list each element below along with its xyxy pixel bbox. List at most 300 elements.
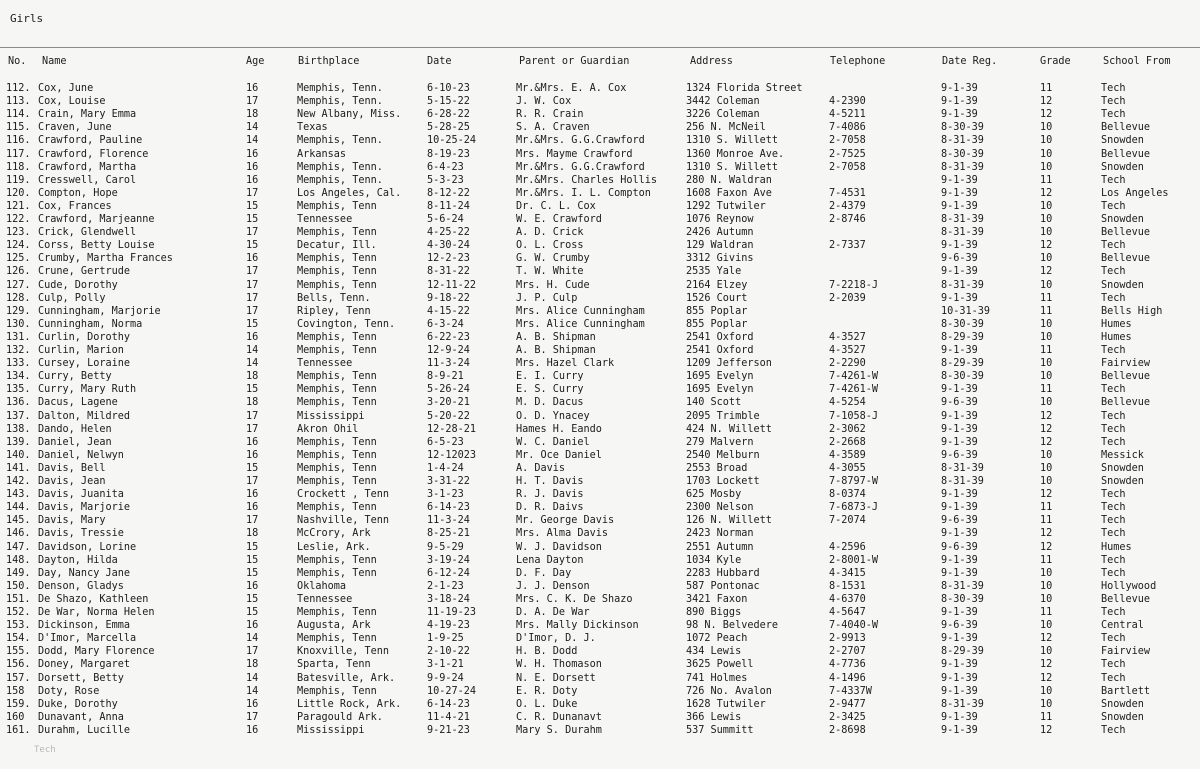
table-row [0, 698, 1200, 711]
cell-school: Central [1101, 620, 1144, 632]
cell-telephone: 2-8698 [829, 724, 866, 736]
cell-name: Cox, Frances [38, 200, 112, 212]
cell-grade: 10 [1040, 685, 1053, 697]
cell-telephone: 2-2039 [829, 292, 866, 304]
cell-grade: 11 [1040, 711, 1053, 723]
cell-name: Durahm, Lucille [38, 724, 131, 736]
cell-school: Tech [1101, 724, 1126, 736]
cell-no: 145. [6, 515, 31, 527]
cell-school: Snowden [1101, 711, 1144, 723]
cell-age: 15 [246, 541, 259, 553]
cell-birthplace: Crockett , Tenn [297, 489, 390, 501]
cell-school: Snowden [1101, 462, 1144, 474]
cell-address: 1310 S. Willett [686, 161, 779, 173]
cell-date-reg: 9-1-39 [941, 528, 978, 540]
cell-age: 15 [246, 200, 259, 212]
cell-school: Tech [1101, 384, 1126, 396]
cell-date-reg: 8-31-39 [941, 698, 984, 710]
cell-telephone: 7-2218-J [829, 279, 879, 291]
cell-name: Crawford, Pauline [38, 135, 143, 147]
cell-address: 366 Lewis [686, 711, 742, 723]
cell-date: 9-18-22 [427, 292, 470, 304]
cell-name: De War, Norma Helen [38, 607, 155, 618]
cell-date-reg: 9-1-39 [941, 410, 978, 422]
cell-date: 6-28-22 [427, 109, 470, 121]
cell-date-reg: 9-1-39 [941, 554, 978, 566]
cell-date-reg: 9-1-39 [941, 96, 978, 108]
cell-birthplace: Memphis, Tenn [297, 567, 377, 579]
cell-no: 130. [6, 318, 31, 330]
cell-birthplace: Covington, Tenn. [297, 318, 396, 330]
table-row [0, 292, 1200, 305]
cell-age: 15 [246, 607, 259, 618]
cell-address: 2095 Trimble [686, 410, 760, 422]
cell-telephone: 2-4379 [829, 200, 866, 212]
cell-date-reg: 9-1-39 [941, 384, 978, 396]
cell-age: 17 [246, 646, 259, 658]
cell-address: 2541 Oxford [686, 331, 754, 343]
cell-no: 115. [6, 122, 31, 134]
cell-no: 135. [6, 384, 31, 396]
cell-age: 18 [246, 659, 259, 671]
table-row [0, 606, 1200, 619]
cell-date-reg: 10-31-39 [941, 305, 991, 317]
cell-school: Bellevue [1101, 148, 1151, 160]
cell-address: 1076 Reynow [686, 214, 754, 225]
cell-date-reg: 9-1-39 [941, 292, 978, 304]
cell-age: 14 [246, 672, 259, 684]
cell-grade: 11 [1040, 345, 1053, 356]
cell-telephone: 7-4086 [829, 122, 866, 134]
cell-date: 4-30-24 [427, 240, 470, 252]
cell-parent: A. Davis [516, 462, 566, 474]
cell-telephone: 2-9477 [829, 698, 866, 710]
cell-name: Curlin, Dorothy [38, 331, 131, 343]
cell-school: Snowden [1101, 279, 1144, 291]
cell-date: 6-4-23 [427, 161, 464, 173]
cell-date: 9-9-24 [427, 672, 464, 684]
cell-name: Crune, Gertrude [38, 266, 131, 278]
cell-date: 3-1-21 [427, 659, 464, 671]
cell-parent: C. R. Dunanavt [516, 711, 602, 723]
cell-parent: A. B. Shipman [516, 345, 596, 356]
cell-birthplace: Texas [297, 122, 328, 134]
cell-telephone: 4-3055 [829, 462, 866, 474]
cell-date: 5-6-24 [427, 214, 464, 225]
cell-grade: 12 [1040, 266, 1053, 278]
cell-telephone: 7-2074 [829, 515, 866, 527]
cell-date-reg: 8-31-39 [941, 279, 984, 291]
cell-date: 6-10-23 [427, 83, 470, 94]
cell-name: Cunningham, Marjorie [38, 305, 161, 317]
cell-address: 855 Poplar [686, 305, 748, 317]
cell-no: 148. [6, 554, 31, 566]
cell-no: 123. [6, 227, 31, 239]
cell-telephone: 8-1531 [829, 580, 866, 592]
cell-telephone: 2-2290 [829, 358, 866, 370]
cell-no: 156. [6, 659, 31, 671]
page-title: Girls [10, 12, 44, 25]
table-row [0, 423, 1200, 436]
cell-school: Snowden [1101, 214, 1144, 225]
cell-grade: 12 [1040, 489, 1053, 501]
cell-parent: R. J. Davis [516, 489, 584, 501]
cell-no: 119. [6, 174, 31, 186]
cell-name: Daniel, Nelwyn [38, 449, 124, 461]
table-row [0, 383, 1200, 396]
table-row [0, 200, 1200, 213]
cell-no: 138. [6, 423, 31, 435]
cell-date-reg: 9-1-39 [941, 266, 978, 278]
cell-age: 17 [246, 305, 259, 317]
cell-no: 139. [6, 436, 31, 448]
cell-age: 16 [246, 502, 259, 514]
table-row [0, 593, 1200, 606]
cell-school: Snowden [1101, 135, 1144, 147]
cell-date: 4-19-23 [427, 620, 470, 632]
cell-name: Curry, Mary Ruth [38, 384, 137, 396]
cell-address: 279 Malvern [686, 436, 754, 448]
cell-telephone: 7-1058-J [829, 410, 879, 422]
cell-name: Crick, Glendwell [38, 227, 137, 239]
cell-school: Snowden [1101, 161, 1144, 173]
table-row [0, 672, 1200, 685]
cell-birthplace: Augusta, Ark [297, 620, 371, 632]
cell-name: Cox, June [38, 83, 94, 94]
table-row [0, 436, 1200, 449]
cell-parent: Lena Dayton [516, 554, 584, 566]
cell-grade: 10 [1040, 331, 1053, 343]
cell-grade: 10 [1040, 318, 1053, 330]
cell-address: 3226 Coleman [686, 109, 760, 121]
cell-age: 15 [246, 567, 259, 579]
table-row [0, 305, 1200, 318]
cell-address: 1324 Florida Street [686, 83, 803, 94]
cell-address: 2426 Autumn [686, 227, 754, 239]
cell-birthplace: Tennessee [297, 593, 353, 605]
cell-grade: 10 [1040, 593, 1053, 605]
cell-grade: 12 [1040, 96, 1053, 108]
cell-parent: A. B. Shipman [516, 331, 596, 343]
cell-birthplace: Arkansas [297, 148, 347, 160]
cell-grade: 12 [1040, 423, 1053, 435]
cell-date-reg: 9-1-39 [941, 423, 978, 435]
cell-grade: 10 [1040, 161, 1053, 173]
cell-parent: Mrs. Hazel Clark [516, 358, 615, 370]
cell-name: Dacus, Lagene [38, 397, 118, 409]
cell-grade: 10 [1040, 253, 1053, 265]
cell-address: 1292 Tutwiler [686, 200, 766, 212]
cell-address: 126 N. Willett [686, 515, 772, 527]
header-rule [0, 47, 1200, 48]
cell-no: 159. [6, 698, 31, 710]
cell-age: 16 [246, 580, 259, 592]
cell-address: 2283 Hubbard [686, 567, 760, 579]
cell-name: Daniel, Jean [38, 436, 112, 448]
cell-parent: Mr.&Mrs. E. A. Cox [516, 83, 627, 94]
cell-birthplace: Memphis, Tenn [297, 279, 377, 291]
cell-age: 14 [246, 345, 259, 356]
cell-parent: J. J. Denson [516, 580, 590, 592]
table-row [0, 554, 1200, 567]
cell-grade: 10 [1040, 698, 1053, 710]
cell-date-reg: 9-6-39 [941, 515, 978, 527]
table-row [0, 148, 1200, 161]
cell-birthplace: Ripley, Tenn [297, 305, 371, 317]
cell-date-reg: 8-30-39 [941, 318, 984, 330]
cell-age: 17 [246, 515, 259, 527]
cell-date: 10-25-24 [427, 135, 477, 147]
cell-telephone: 7-4531 [829, 187, 866, 199]
cell-grade: 12 [1040, 724, 1053, 736]
cell-age: 17 [246, 227, 259, 239]
cell-date-reg: 9-6-39 [941, 620, 978, 632]
cell-birthplace: Nashville, Tenn [297, 515, 390, 527]
cell-date: 8-11-24 [427, 200, 470, 212]
cell-date-reg: 9-1-39 [941, 83, 978, 94]
cell-parent: R. R. Crain [516, 109, 584, 121]
cell-birthplace: Memphis, Tenn [297, 253, 377, 265]
cell-name: Crawford, Martha [38, 161, 137, 173]
cell-no: 134. [6, 371, 31, 383]
cell-parent: W. H. Thomason [516, 659, 602, 671]
cell-telephone: 4-5211 [829, 109, 866, 121]
cell-age: 17 [246, 410, 259, 422]
cell-date: 3-1-23 [427, 489, 464, 501]
cell-no: 140. [6, 449, 31, 461]
cell-age: 15 [246, 318, 259, 330]
cell-parent: O. L. Cross [516, 240, 584, 252]
cell-no: 136. [6, 397, 31, 409]
cell-school: Los Angeles [1101, 187, 1169, 199]
cell-parent: O. D. Ynacey [516, 410, 590, 422]
cell-no: 125. [6, 253, 31, 265]
cell-date: 12-11-22 [427, 279, 477, 291]
cell-name: Dorsett, Betty [38, 672, 124, 684]
cell-school: Tech [1101, 109, 1126, 121]
cell-address: 1703 Lockett [686, 476, 760, 487]
cell-school: Tech [1101, 96, 1126, 108]
cell-no: 152. [6, 607, 31, 618]
table-row [0, 632, 1200, 645]
table-row [0, 724, 1200, 737]
cell-grade: 10 [1040, 148, 1053, 160]
cell-school: Bells High [1101, 305, 1163, 317]
cell-birthplace: Mississippi [297, 410, 365, 422]
table-row [0, 318, 1200, 331]
cell-date-reg: 9-1-39 [941, 502, 978, 514]
cell-grade: 12 [1040, 240, 1053, 252]
cell-name: Cude, Dorothy [38, 279, 118, 291]
cell-grade: 12 [1040, 541, 1053, 553]
cell-birthplace: Sparta, Tenn [297, 659, 371, 671]
cell-grade: 11 [1040, 83, 1053, 94]
cell-date-reg: 9-1-39 [941, 187, 978, 199]
cell-parent: W. E. Crawford [516, 214, 602, 225]
cell-address: 3442 Coleman [686, 96, 760, 108]
cell-grade: 11 [1040, 305, 1053, 317]
cell-telephone: 4-5647 [829, 607, 866, 618]
cell-school: Tech [1101, 502, 1126, 514]
cell-parent: N. E. Dorsett [516, 672, 596, 684]
cell-telephone: 7-4261-W [829, 384, 879, 396]
cell-age: 17 [246, 279, 259, 291]
cell-no: 121. [6, 200, 31, 212]
cell-parent: Mr.&Mrs. G.G.Crawford [516, 161, 645, 173]
cell-parent: J. W. Cox [516, 96, 572, 108]
cell-no: 128. [6, 292, 31, 304]
cell-name: Dunavant, Anna [38, 711, 124, 723]
cell-date: 10-27-24 [427, 685, 477, 697]
cell-birthplace: Knoxville, Tenn [297, 646, 390, 658]
cell-telephone: 2-7058 [829, 135, 866, 147]
cell-date-reg: 8-29-39 [941, 358, 984, 370]
cell-school: Tech [1101, 266, 1126, 278]
cell-name: Cox, Louise [38, 96, 106, 108]
cell-date: 2-10-22 [427, 646, 470, 658]
cell-birthplace: Memphis, Tenn. [297, 161, 383, 173]
cell-date-reg: 9-1-39 [941, 607, 978, 618]
cell-name: Dickinson, Emma [38, 620, 131, 632]
cell-date: 8-31-22 [427, 266, 470, 278]
cell-school: Bellevue [1101, 593, 1151, 605]
cell-parent: H. B. Dodd [516, 646, 578, 658]
cell-address: 890 Biggs [686, 607, 742, 618]
table-row [0, 645, 1200, 658]
cell-school: Tech [1101, 567, 1126, 579]
cell-date: 9-21-23 [427, 724, 470, 736]
cell-birthplace: Memphis, Tenn. [297, 135, 383, 147]
cell-school: Fairview [1101, 646, 1151, 658]
header-birthplace: Birthplace [298, 56, 360, 67]
cell-no: 133. [6, 358, 31, 370]
cell-telephone: 4-3527 [829, 331, 866, 343]
table-row [0, 213, 1200, 226]
table-row [0, 108, 1200, 121]
cell-telephone: 2-2707 [829, 646, 866, 658]
cell-grade: 10 [1040, 620, 1053, 632]
cell-address: 587 Pontonac [686, 580, 760, 592]
cell-address: 424 N. Willett [686, 423, 772, 435]
cell-no: 160 [6, 711, 25, 723]
cell-school: Tech [1101, 659, 1126, 671]
header-telephone: Telephone [830, 56, 886, 67]
cell-telephone: 7-4337W [829, 685, 872, 697]
header-address: Address [690, 56, 733, 67]
cell-name: De Shazo, Kathleen [38, 593, 149, 605]
cell-date-reg: 8-29-39 [941, 646, 984, 658]
table-row [0, 567, 1200, 580]
cell-school: Tech [1101, 292, 1126, 304]
cell-school: Tech [1101, 436, 1126, 448]
cell-parent: S. A. Craven [516, 122, 590, 134]
cell-date-reg: 9-6-39 [941, 449, 978, 461]
cell-grade: 12 [1040, 410, 1053, 422]
table-row [0, 410, 1200, 423]
cell-date-reg: 8-30-39 [941, 593, 984, 605]
cell-birthplace: Memphis, Tenn. [297, 96, 383, 108]
header-grade: Grade [1040, 56, 1071, 67]
cell-address: 3421 Faxon [686, 593, 748, 605]
cell-address: 1310 S. Willett [686, 135, 779, 147]
cell-telephone: 2-7337 [829, 240, 866, 252]
cell-name: Doty, Rose [38, 685, 100, 697]
cell-school: Humes [1101, 541, 1132, 553]
cell-parent: M. D. Dacus [516, 397, 584, 409]
cell-parent: Mr.&Mrs. Charles Hollis [516, 174, 658, 186]
cell-grade: 10 [1040, 227, 1053, 239]
table-row [0, 95, 1200, 108]
cell-school: Tech [1101, 83, 1126, 94]
cell-school: Tech [1101, 174, 1126, 186]
cell-no: 126. [6, 266, 31, 278]
cell-parent: Mrs. H. Cude [516, 279, 590, 291]
cell-address: 280 N. Waldran [686, 174, 772, 186]
cell-birthplace: Memphis, Tenn. [297, 83, 383, 94]
cell-name: Davis, Jean [38, 476, 106, 487]
cell-date: 6-14-23 [427, 502, 470, 514]
cell-parent: Mrs. Mayme Crawford [516, 148, 633, 160]
cell-school: Messick [1101, 449, 1144, 461]
cell-date: 12-12023 [427, 449, 477, 461]
cell-grade: 12 [1040, 659, 1053, 671]
table-row [0, 475, 1200, 488]
table-row [0, 711, 1200, 724]
cell-grade: 11 [1040, 554, 1053, 566]
cell-telephone: 2-3425 [829, 711, 866, 723]
cell-date: 3-19-24 [427, 554, 470, 566]
cell-date: 6-5-23 [427, 436, 464, 448]
cell-date-reg: 9-6-39 [941, 397, 978, 409]
cell-date-reg: 9-1-39 [941, 672, 978, 684]
table-row [0, 396, 1200, 409]
cell-no: 112. [6, 83, 31, 94]
cell-name: Corss, Betty Louise [38, 240, 155, 252]
cell-birthplace: Memphis, Tenn [297, 449, 377, 461]
cell-date: 8-25-21 [427, 528, 470, 540]
cell-date-reg: 9-1-39 [941, 109, 978, 121]
cell-school: Tech [1101, 200, 1126, 212]
cell-parent: Mary S. Durahm [516, 724, 602, 736]
cell-age: 17 [246, 187, 259, 199]
cell-birthplace: New Albany, Miss. [297, 109, 402, 121]
cell-birthplace: Oklahoma [297, 580, 347, 592]
cell-birthplace: Memphis, Tenn [297, 397, 377, 409]
cell-date: 3-18-24 [427, 593, 470, 605]
cell-parent: E. I. Curry [516, 371, 584, 383]
cell-date: 8-19-23 [427, 148, 470, 160]
table-row [0, 331, 1200, 344]
cell-parent: D'Imor, D. J. [516, 633, 596, 645]
cell-address: 98 N. Belvedere [686, 620, 779, 632]
cell-parent: Mr. George Davis [516, 515, 615, 527]
cell-telephone: 7-8797-W [829, 476, 879, 487]
table-row [0, 527, 1200, 540]
cell-address: 2553 Broad [686, 462, 748, 474]
header-no: No. [8, 56, 27, 67]
cell-date-reg: 9-1-39 [941, 724, 978, 736]
cell-school: Bellevue [1101, 122, 1151, 134]
cell-age: 16 [246, 698, 259, 710]
cell-address: 537 Summitt [686, 724, 754, 736]
table-row [0, 357, 1200, 370]
cell-age: 15 [246, 214, 259, 225]
cell-school: Snowden [1101, 476, 1144, 487]
cell-age: 16 [246, 148, 259, 160]
cell-telephone: 4-5254 [829, 397, 866, 409]
cell-address: 2551 Autumn [686, 541, 754, 553]
cell-grade: 10 [1040, 358, 1053, 370]
